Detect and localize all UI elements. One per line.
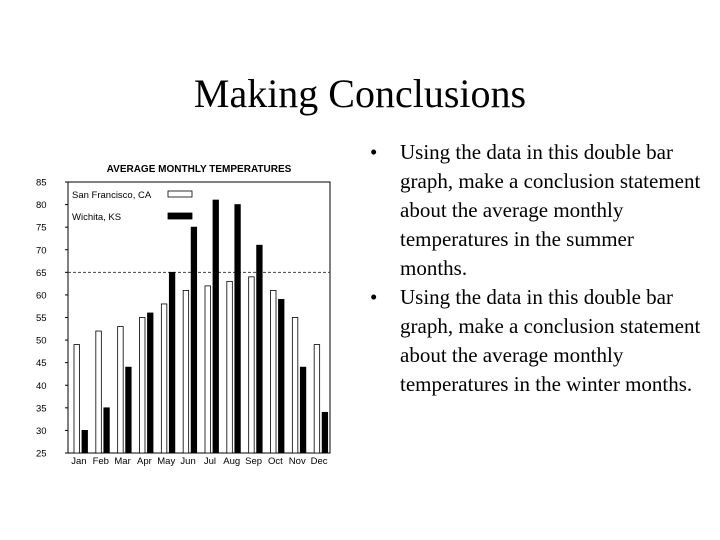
bar-san-francisco — [227, 281, 233, 453]
slide-title: Making Conclusions — [193, 71, 527, 116]
bullet-symbol: • — [370, 285, 378, 309]
y-tick-label: 80 — [36, 200, 47, 212]
bullet-list — [362, 138, 702, 399]
chart-title: AVERAGE MONTHLY TEMPERATURES — [106, 164, 292, 175]
chart-svg — [32, 150, 352, 470]
bar-wichita — [235, 205, 241, 453]
bar-wichita — [279, 299, 285, 453]
bar-san-francisco — [96, 331, 102, 453]
bar-wichita — [148, 313, 154, 453]
y-tick-label: 65 — [36, 267, 47, 279]
x-tick-label: May — [157, 456, 176, 467]
bar-san-francisco — [292, 318, 298, 454]
y-tick-label: 25 — [36, 448, 47, 460]
bar-wichita — [213, 200, 219, 453]
legend-label: Wichita, KS — [72, 212, 122, 223]
y-tick-label: 35 — [36, 403, 47, 415]
bar-wichita — [126, 367, 131, 453]
x-tick-label: Jan — [71, 456, 87, 467]
y-tick-label: 85 — [36, 177, 47, 189]
x-tick-label: Jun — [180, 456, 196, 467]
bullet-item — [362, 138, 702, 283]
x-tick-label: Dec — [310, 456, 328, 467]
x-tick-label: Apr — [137, 456, 152, 467]
bullet-item — [362, 283, 702, 399]
y-tick-label: 70 — [36, 245, 47, 257]
x-tick-label: Mar — [114, 456, 131, 467]
bar-san-francisco — [118, 327, 124, 453]
bar-san-francisco — [140, 318, 146, 454]
bar-wichita — [82, 430, 88, 453]
bar-wichita — [104, 408, 110, 453]
bar-san-francisco — [74, 345, 80, 453]
x-tick-label: Oct — [268, 456, 283, 467]
bar-san-francisco — [314, 345, 320, 453]
y-tick-label: 60 — [36, 290, 47, 302]
y-tick-label: 55 — [36, 313, 47, 324]
bar-san-francisco — [249, 277, 255, 453]
bullet-symbol: • — [370, 140, 378, 164]
x-tick-label: Nov — [288, 456, 306, 467]
x-tick-label: Feb — [92, 456, 109, 467]
bar-chart — [32, 150, 352, 470]
bar-wichita — [322, 412, 328, 453]
legend-swatch — [168, 191, 192, 197]
y-tick-label: 30 — [36, 425, 47, 437]
y-tick-label: 75 — [36, 222, 47, 234]
bar-san-francisco — [161, 304, 167, 453]
x-tick-label: Sep — [245, 456, 263, 467]
y-tick-label: 45 — [36, 358, 47, 370]
bullet-text: Using the data in this double bar graph, make a conclusion statement about the average monthly temperatures in the winter months. — [400, 285, 701, 396]
bar-wichita — [169, 272, 175, 453]
bullet-text: Using the data in this double bar graph, make a conclusion statement about the average monthly temperatures in the summer months. — [400, 140, 701, 280]
bar-wichita — [300, 367, 306, 453]
x-tick-label: Jul — [203, 456, 216, 467]
bar-san-francisco — [205, 286, 211, 453]
bar-san-francisco — [183, 290, 189, 453]
legend-swatch — [168, 213, 192, 219]
x-tick-label: Aug — [223, 456, 241, 467]
y-tick-label: 40 — [36, 380, 47, 392]
y-tick-label: 50 — [36, 335, 47, 347]
bar-wichita — [257, 245, 263, 453]
bar-san-francisco — [271, 290, 277, 453]
bar-wichita — [191, 227, 197, 453]
legend-label: San Francisco, CA — [72, 190, 152, 201]
